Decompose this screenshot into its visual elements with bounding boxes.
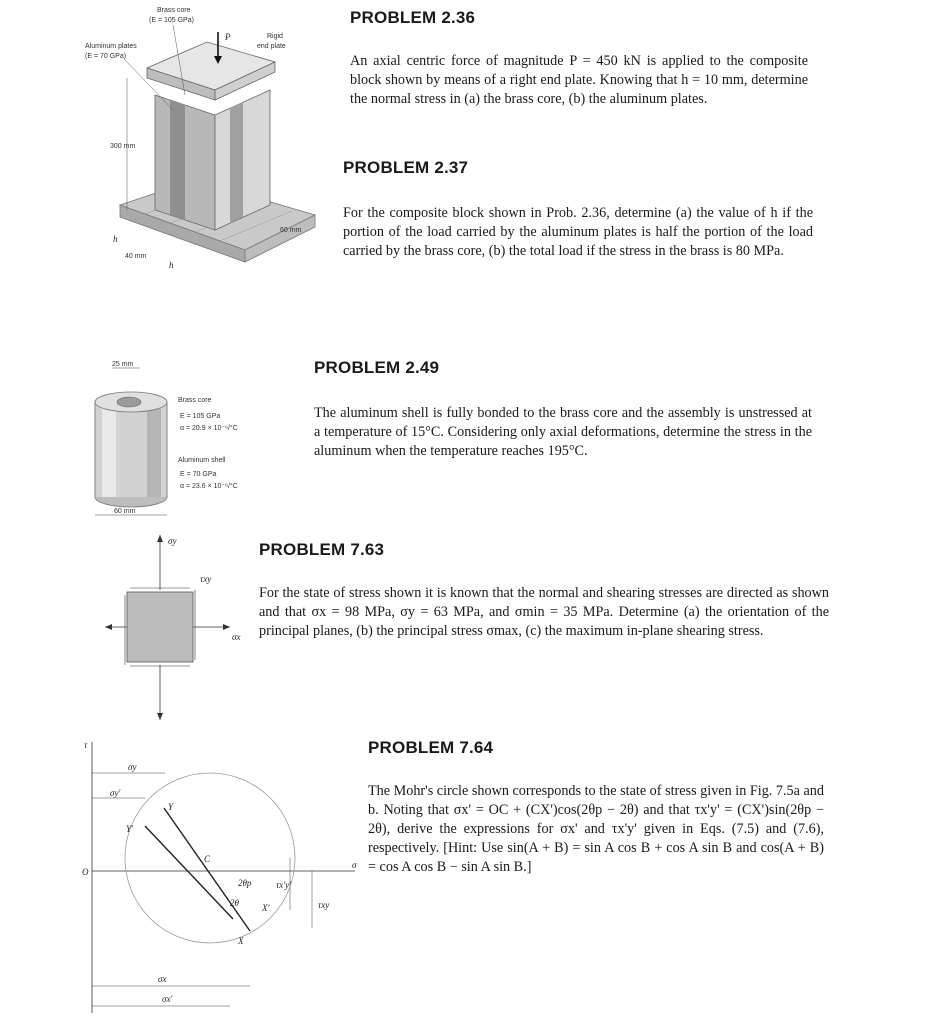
brass-core-label: Brass core: [157, 7, 191, 14]
aluminum-modulus-label: (E = 70 GPa): [85, 53, 127, 60]
h-label-right: h: [169, 260, 174, 270]
tau-xy-dim-label: τxy: [318, 900, 330, 910]
point-yp-label: Y': [126, 824, 133, 834]
aluminum-shell-label: Aluminum shell: [178, 457, 226, 464]
composite-block-figure: [85, 0, 325, 270]
sigma-y-dim-label: σy: [128, 762, 137, 772]
problem-2-37-heading: PROBLEM 2.37: [343, 158, 469, 177]
width-40-label: 40 mm: [125, 253, 147, 260]
end-plate-label: end plate: [257, 43, 286, 50]
h-label-left: h: [113, 234, 118, 244]
rigid-label: Rigid: [267, 33, 283, 40]
sigma-y-label: σy: [168, 536, 177, 546]
depth-60-label: 60 mm: [280, 227, 302, 234]
brass-core-label-2: Brass core: [178, 397, 212, 404]
point-xp-label: X': [262, 903, 270, 913]
brass-alpha-label: α = 20.9 × 10⁻⁶/°C: [180, 425, 238, 432]
point-x-label: X: [238, 936, 244, 946]
sigma-x-label: σx: [232, 632, 241, 642]
problem-7-64-heading: PROBLEM 7.64: [368, 738, 494, 757]
stress-element-figure: [100, 530, 260, 725]
origin-label: O: [82, 867, 89, 877]
problem-7-64-text: The Mohr's circle shown corresponds to the state of stress given in Fig. 7.5a and b. Noting that σx' = OC + (CX')cos(2θp − 2θ) and that τx'y' = (CX')sin(2θp − 2θ), derive the expressions for σx' and τx'y' given in Eqs. (7.5) and (7.6), respectively. [Hint: Use sin(A + B) = sin A cos B + cos A sin B and cos(A + B) = cos A cos B − sin A sin B.]: [368, 783, 824, 875]
sigma-yp-dim-label: σy': [110, 788, 121, 798]
problem-7-63-heading: PROBLEM 7.63: [259, 540, 385, 559]
mohr-circle-figure: [80, 738, 370, 1018]
aluminum-e-label: E = 70 GPa: [180, 471, 217, 478]
sigma-axis-label: σ: [352, 860, 357, 870]
sigma-xp-dim-label: σx': [162, 994, 173, 1004]
point-y-label: Y: [168, 802, 174, 812]
core-diameter-label: 25 mm: [112, 361, 134, 368]
problem-2-49-text: The aluminum shell is fully bonded to the brass core and the assembly is unstressed at a temperature of 15°C. Considering only axial deformations, determine the stress in the aluminum when the temperature reaches 195°C.: [314, 405, 812, 459]
height-300-label: 300 mm: [110, 143, 136, 150]
aluminum-plates-label: Aluminum plates: [85, 43, 137, 50]
brass-e-label: E = 105 GPa: [180, 413, 221, 420]
tau-xpyp-label: τx'y': [276, 880, 292, 890]
problem-2-36-text: An axial centric force of magnitude P = 450 kN is applied to the composite block shown by means of a right end plate. Knowing that h = 10 mm, determine the normal stress in (a) the brass core, (b) the aluminum plates.: [350, 53, 808, 107]
brass-modulus-label: (E = 105 GPa): [149, 17, 194, 24]
two-theta-p-label: 2θp: [238, 878, 252, 888]
tau-axis-label: τ: [84, 740, 88, 750]
sigma-x-dim-label: σx: [158, 974, 167, 984]
problem-2-49-heading: PROBLEM 2.49: [314, 358, 440, 377]
cylinder-figure: [92, 360, 292, 525]
problem-7-63-text: For the state of stress shown it is known that the normal and shearing stresses are directed as shown and that σx = 98 MPa, σy = 63 MPa, and σmin = 35 MPa. Determine (a) the orientation of the principal planes, (b) the principal stress σmax, (c) the maximum in-plane shearing stress.: [259, 585, 829, 639]
outer-diameter-label: 60 mm: [114, 508, 136, 515]
point-c-label: C: [204, 854, 211, 864]
tau-xy-label: τxy: [200, 574, 212, 584]
aluminum-alpha-label: α = 23.6 × 10⁻⁶/°C: [180, 483, 238, 490]
problem-2-37-text: For the composite block shown in Prob. 2.36, determine (a) the value of h if the portion of the load carried by the aluminum plates is half the portion of the load carried by the brass core, (b) the total load if the stress in the brass is 80 MPa.: [343, 205, 813, 259]
load-p-label: P: [225, 32, 231, 42]
problem-2-36-heading: PROBLEM 2.36: [350, 8, 476, 27]
two-theta-label: 2θ: [230, 898, 239, 908]
